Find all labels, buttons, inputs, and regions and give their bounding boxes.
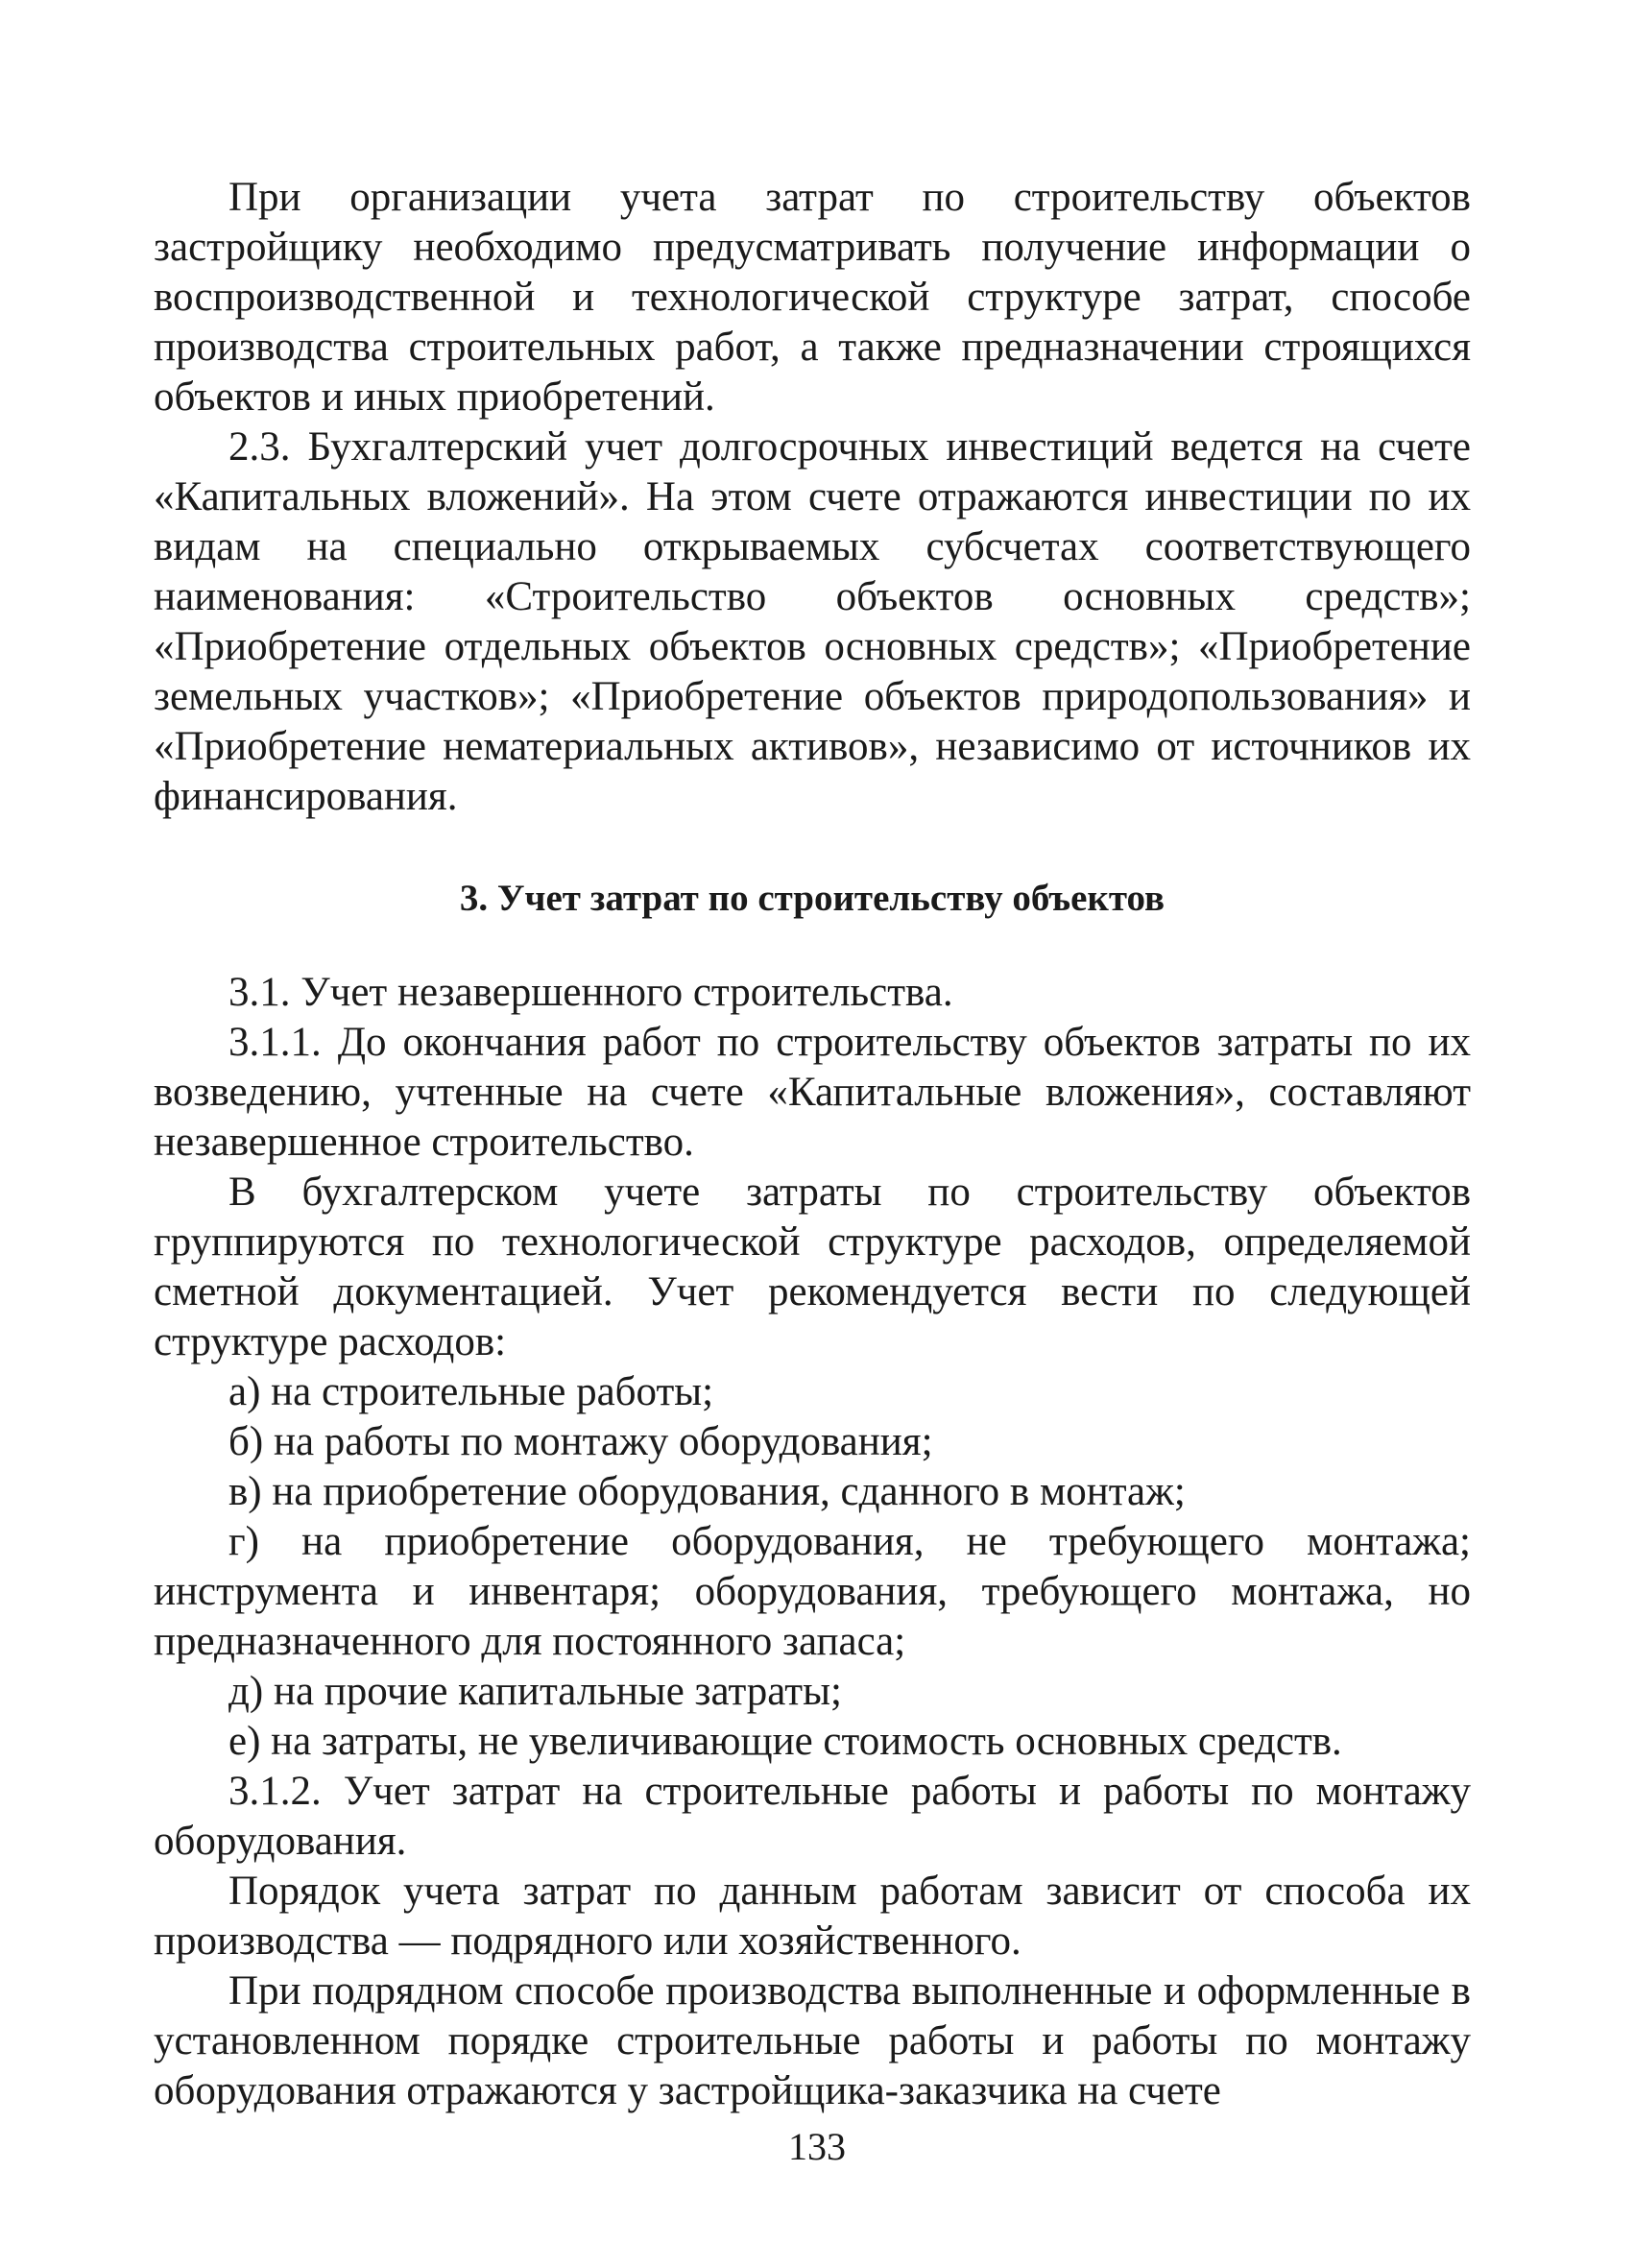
list-item: в) на приобретение оборудования, сданного в монтаж; bbox=[228, 1469, 1186, 1514]
list-item: е) на затраты, не увеличивающие стоимость основных средств. bbox=[228, 1719, 1342, 1764]
paragraph: Порядок учета затрат по данным работам зависит от способа их производства — подрядного или хозяйственного. bbox=[154, 1869, 1471, 1964]
page-body bbox=[154, 173, 1471, 2116]
paragraph: 3.1.2. Учет затрат на строительные работы и работы по монтажу оборудования. bbox=[154, 1769, 1471, 1864]
list-item: д) на прочие капитальные затраты; bbox=[228, 1669, 842, 1714]
section-heading: 3. Учет затрат по строительству объектов bbox=[459, 878, 1165, 919]
paragraph: При подрядном способе производства выполненные и оформленные в установленном порядке строительные работы и работы по монтажу оборудования отражаются у застройщика-заказчика на счете bbox=[154, 1968, 1471, 2113]
paragraph: 3.1. Учет незавершенного строительства. bbox=[228, 970, 953, 1015]
paragraph: 2.3. Бухгалтерский учет долгосрочных инвестиций ведется на счете «Капитальных вложений». На этом счете отражаются инвестиции по их видам на специально открываемых субсчетах соответствующего наименования: «Строительство объектов основных средств»; «Приобретение отдельных объектов основных средств»; «Приобретение земельных участков»; «Приобретение объектов природопользования» и «Приобретение нематериальных активов», независимо от источников их финансирования. bbox=[154, 424, 1471, 819]
paragraph: В бухгалтерском учете затраты по строительству объектов группируются по технологической структуре расходов, определяемой сметной документацией. Учет рекомендуется вести по следующей структуре расходов: bbox=[154, 1170, 1471, 1364]
list-item: б) на работы по монтажу оборудования; bbox=[228, 1419, 933, 1464]
list-item: г) на приобретение оборудования, не требующего монтажа; инструмента и инвентаря; оборудования, требующего монтажа, но предназначенного для постоянного запаса; bbox=[154, 1519, 1471, 1664]
page-number: 133 bbox=[788, 2125, 846, 2168]
paragraph: При организации учета затрат по строительству объектов застройщику необходимо предусматривать получение информации о воспроизводственной и технологической структуре затрат, способе производства строительных работ, а также предназначении строящихся объектов и иных приобретений. bbox=[154, 175, 1471, 420]
paragraph: 3.1.1. До окончания работ по строительству объектов затраты по их возведению, учтенные на счете «Капитальные вложения», составляют незавершенное строительство. bbox=[154, 1020, 1471, 1165]
list-item: а) на строительные работы; bbox=[228, 1369, 714, 1414]
